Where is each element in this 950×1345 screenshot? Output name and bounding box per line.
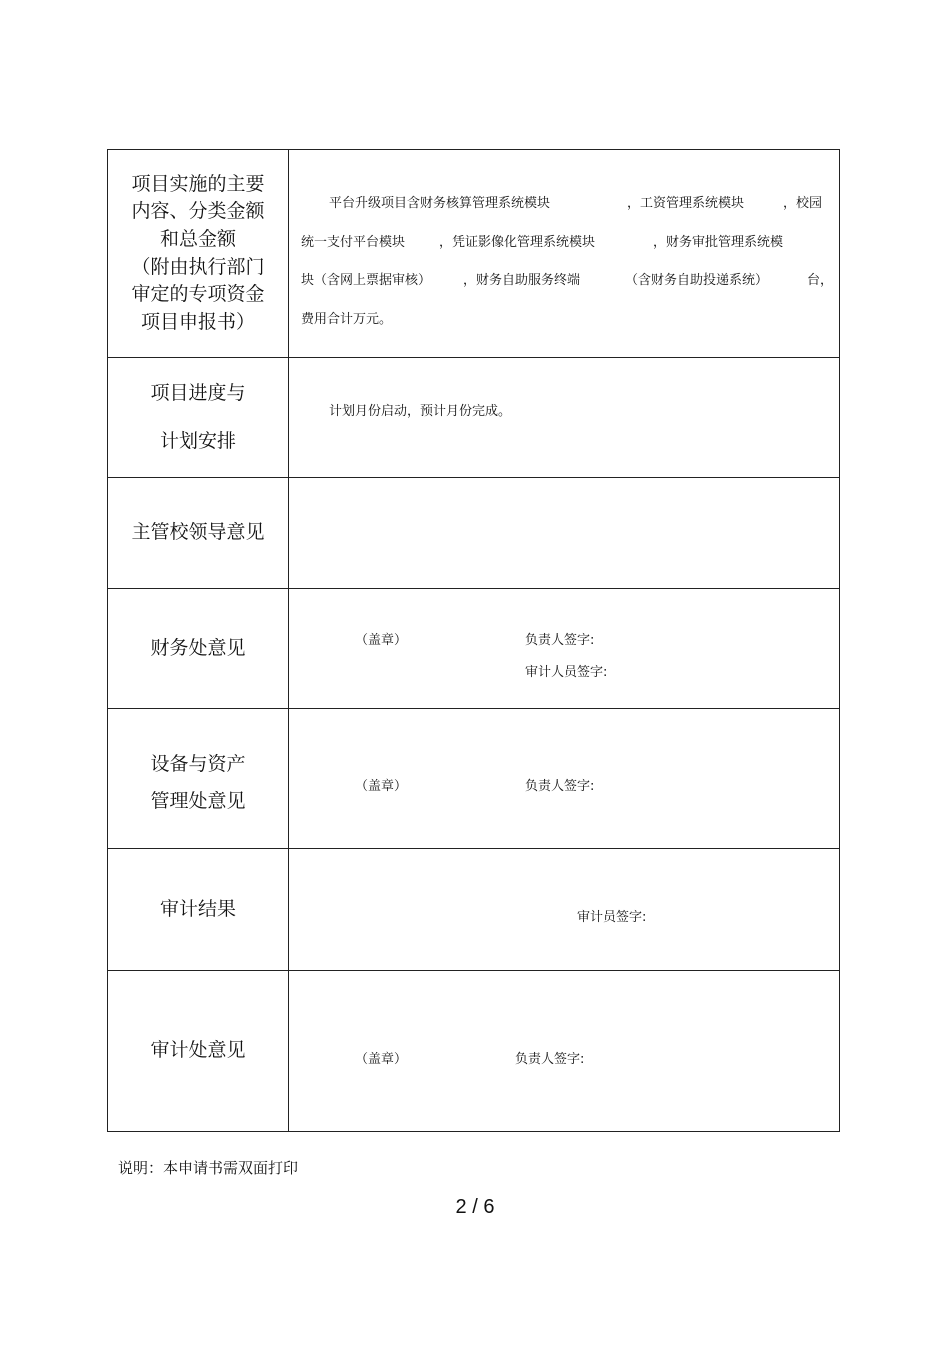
row-audit-result bbox=[108, 849, 840, 971]
label-leader-opinion bbox=[108, 478, 289, 589]
row-finance-opinion bbox=[108, 589, 840, 709]
label-line: 项目进度与 bbox=[150, 382, 246, 404]
content-cell-project-description bbox=[289, 150, 840, 358]
schedule-text: 计划月份启动，预计月份完成。 bbox=[329, 404, 512, 419]
row-schedule bbox=[108, 358, 840, 478]
label-schedule bbox=[108, 358, 289, 478]
page-number: 2 / 6 bbox=[455, 1196, 495, 1218]
responsible-signature-label: 负责人签字: bbox=[525, 633, 595, 648]
row-asset-opinion bbox=[108, 709, 840, 849]
description-segment: ，财务审批管理系统模 bbox=[653, 235, 784, 250]
description-segment: 费用合计万元。 bbox=[301, 312, 393, 327]
label-line: 内容、分类金额 bbox=[131, 200, 265, 223]
label-asset-opinion bbox=[108, 709, 289, 849]
application-form-table bbox=[107, 149, 840, 1132]
content-cell-audit-result[interactable] bbox=[289, 849, 840, 971]
label-line: 主管校领导意见 bbox=[131, 521, 265, 544]
auditor-signature-label: 审计人员签字: bbox=[525, 665, 608, 680]
description-segment: ，财务自助服务终端 bbox=[463, 273, 581, 288]
description-segment: 平台升级项目含财务核算管理系统模块 bbox=[329, 196, 551, 211]
label-content-amount bbox=[108, 150, 289, 358]
content-cell-finance-opinion[interactable] bbox=[289, 589, 840, 709]
label-audit-result bbox=[108, 849, 289, 971]
responsible-signature-label: 负责人签字: bbox=[525, 779, 595, 794]
description-segment: （含财务自助投递系统） bbox=[625, 273, 769, 288]
description-segment: ，工资管理系统模块 bbox=[627, 196, 745, 211]
label-line: 审计处意见 bbox=[150, 1039, 246, 1062]
label-line: 财务处意见 bbox=[150, 636, 246, 659]
description-segment: 台， bbox=[807, 273, 834, 288]
label-line: 管理处意见 bbox=[150, 790, 246, 813]
content-cell-asset-opinion[interactable] bbox=[289, 709, 840, 849]
description-segment: ，校园 bbox=[783, 196, 823, 211]
content-cell-leader-opinion[interactable] bbox=[289, 478, 840, 589]
row-audit-office-opinion bbox=[108, 971, 840, 1132]
stamp-label: （盖章） bbox=[355, 633, 408, 648]
description-segment: 块（含网上票据审核） bbox=[301, 273, 432, 288]
responsible-signature-label: 负责人签字: bbox=[515, 1052, 585, 1067]
label-audit-office-opinion bbox=[108, 971, 289, 1132]
content-cell-audit-office-opinion[interactable] bbox=[289, 971, 840, 1132]
label-line: 项目申报书） bbox=[140, 310, 255, 333]
description-segment: ，凭证影像化管理系统模块 bbox=[439, 235, 596, 250]
label-line: 计划安排 bbox=[159, 429, 236, 452]
print-note: 说明：本申请书需双面打印 bbox=[118, 1159, 299, 1177]
stamp-label: （盖章） bbox=[355, 1052, 408, 1067]
stamp-label: （盖章） bbox=[355, 779, 408, 794]
label-line: （附由执行部门 bbox=[131, 255, 265, 278]
content-cell-schedule bbox=[289, 358, 840, 478]
label-line: 审计结果 bbox=[159, 897, 236, 920]
label-finance-opinion bbox=[108, 589, 289, 709]
label-line: 设备与资产 bbox=[150, 752, 246, 775]
label-line: 和总金额 bbox=[159, 227, 236, 250]
description-segment: 统一支付平台模块 bbox=[301, 235, 406, 250]
row-leader-opinion bbox=[108, 478, 840, 589]
auditor-signature-label: 审计员签字: bbox=[577, 910, 647, 925]
label-line: 审定的专项资金 bbox=[131, 283, 265, 306]
row-content-amount bbox=[108, 150, 840, 358]
label-line: 项目实施的主要 bbox=[131, 172, 265, 195]
